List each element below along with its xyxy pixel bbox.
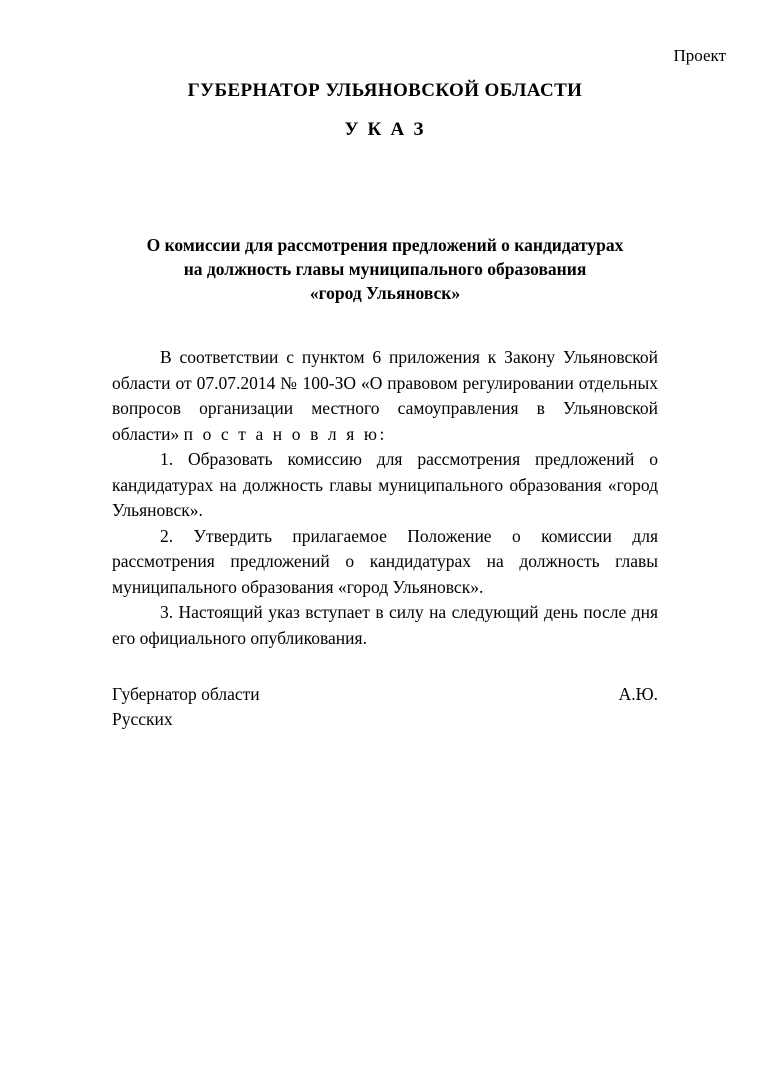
signatory-position: Губернатор области <box>112 684 260 704</box>
signatory-surname: Русских <box>112 709 173 729</box>
subject-line-1: О комиссии для рассмотрения предложений о кандидатурах <box>146 235 624 255</box>
preamble-paragraph <box>112 345 658 447</box>
document-kind: У К А З <box>344 119 426 140</box>
draft-mark: Проект <box>673 46 726 65</box>
body-item-2: 2. Утвердить прилагаемое Положение о комиссии для рассмотрения предложений о кандидатурах на должность главы муниципального образования «город Ульяновск». <box>112 525 658 597</box>
document-subject <box>112 233 658 305</box>
signature-block <box>112 682 658 732</box>
subject-line-2: на должность главы муниципального образования <box>183 259 587 279</box>
signatory-initials: А.Ю. <box>618 684 658 704</box>
body-item-3: 3. Настоящий указ вступает в силу на следующий день после дня его официального опубликования. <box>112 602 658 648</box>
page-title: ГУБЕРНАТОР УЛЬЯНОВСКОЙ ОБЛАСТИ <box>187 80 583 101</box>
subject-line-3: «город Ульяновск» <box>309 283 461 303</box>
document-body <box>112 345 658 651</box>
body-item-1: 1. Образовать комиссию для рассмотрения предложений о кандидатурах на должность главы муниципального образования «город Ульяновск». <box>112 449 658 520</box>
signature-row <box>112 682 658 707</box>
preamble-text: В соответствии с пунктом 6 приложения к Закону Ульяновской области от 07.07.2014 № 100-ЗО «О правовом регулировании отдельных вопросов организации местного самоуправления в Ульяновской области» <box>112 347 658 444</box>
resolution-verb: п о с т а н о в л я ю: <box>183 423 387 444</box>
